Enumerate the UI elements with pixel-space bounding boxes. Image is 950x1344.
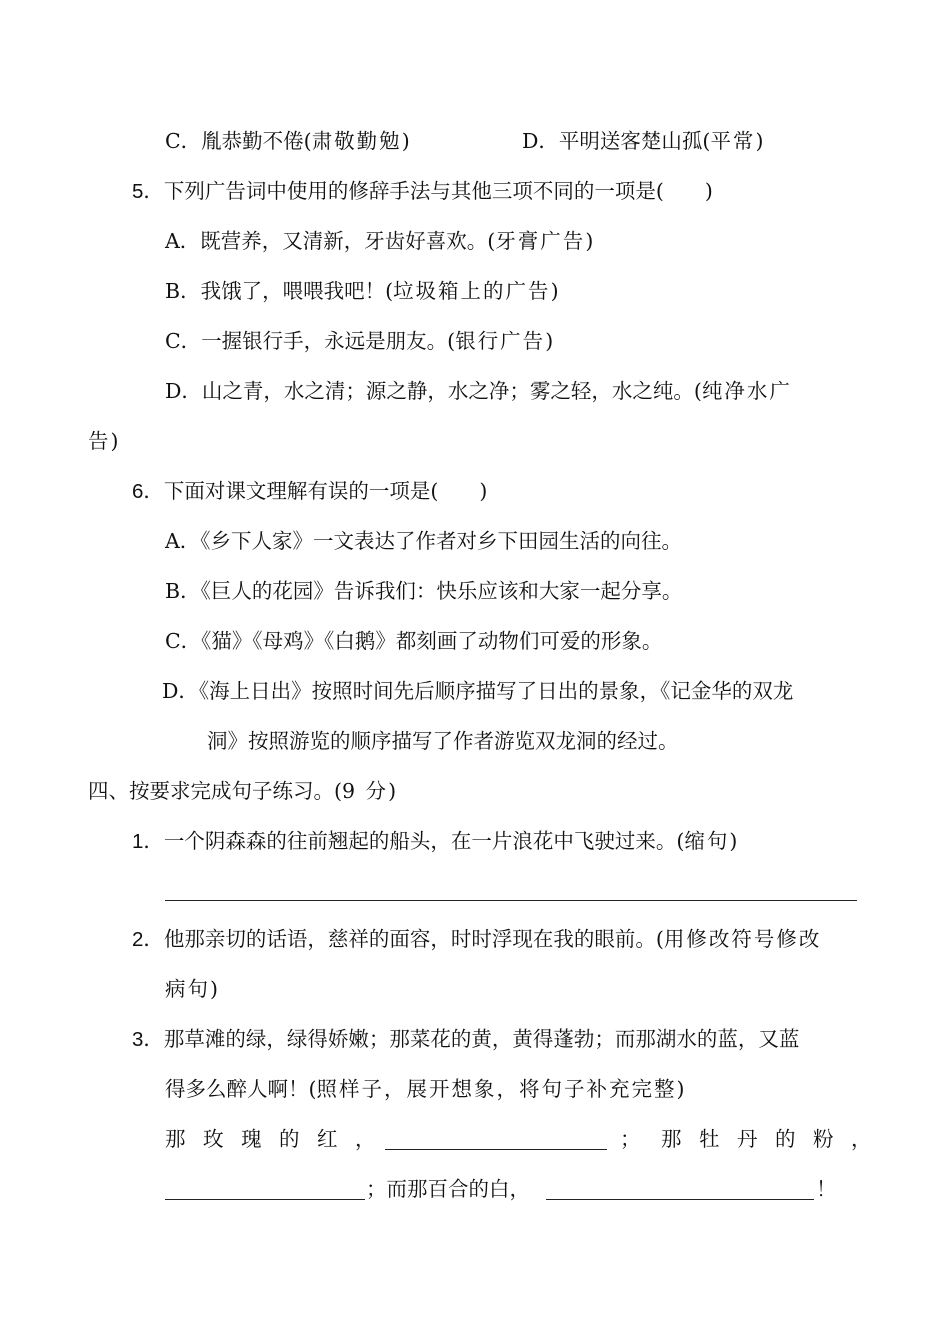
question-6-stem: 6．下面对课文理解有误的一项是( ): [132, 479, 488, 503]
instruction-note: 照样子，展开想象，将句子补充完整: [316, 1077, 677, 1101]
option-note: 银行广告: [455, 329, 546, 353]
sentence-1: 1．一个阴森森的往前翘起的船头，在一片浪花中飞驶过来。(缩句): [132, 829, 738, 853]
question-6-option-d-wrap: 洞》按照游览的顺序描写了作者游览双龙洞的经过。: [207, 729, 679, 753]
sentence-3-wrap: 得多么醉人啊！(照样子，展开想象，将句子补充完整): [165, 1077, 685, 1101]
fill-separator: ；: [620, 1127, 641, 1151]
section-4-title: 四、按要求完成句子练习。(9 分): [88, 779, 397, 803]
option-d-q4: D．平明送客楚山孤(平常): [522, 129, 764, 153]
instruction-note: 缩句: [684, 829, 730, 853]
sentence-2-wrap: 病句): [165, 977, 218, 1001]
option-note: 垃圾箱上的广告: [393, 279, 551, 303]
question-6-option-d: D．《海上日出》按照时间先后顺序描写了日出的景象，《记金华的双龙: [162, 679, 794, 703]
option-c-q4: C．胤恭勤不倦(肃敬勤勉): [165, 129, 410, 153]
fill-line-2: ；而那百合的白，: [366, 1177, 530, 1201]
option-note: 平常: [710, 129, 756, 153]
answer-blank-1[interactable]: [165, 900, 857, 901]
option-note: 牙膏广告: [495, 229, 586, 253]
question-5-option-d-wrap: 告): [88, 429, 119, 453]
sentence-3: 3．那草滩的绿，绿得娇嫩；那菜花的黄，黄得蓬勃；而那湖水的蓝，又蓝: [132, 1027, 800, 1051]
question-5-option-a: A．既营养，又清新，牙齿好喜欢。(牙膏广告): [165, 229, 594, 253]
score: 9 分: [342, 779, 389, 803]
question-5-option-c: C．一握银行手，永远是朋友。(银行广告): [165, 329, 554, 353]
fill-blank-rose[interactable]: [385, 1127, 607, 1150]
question-6-option-b: B．《巨人的花园》告诉我们：快乐应该和大家一起分享。: [165, 579, 683, 603]
question-6-option-a: A．《乡下人家》一文表达了作者对乡下田园生活的向往。: [165, 529, 683, 553]
question-5-option-b: B．我饿了，喂喂我吧！(垃圾箱上的广告): [165, 279, 559, 303]
fill-blank-lily[interactable]: [546, 1177, 814, 1200]
fill-end: ！: [816, 1177, 837, 1201]
option-note: 纯净水广: [701, 379, 792, 403]
fill-blank-peony[interactable]: [165, 1177, 365, 1200]
question-number: 1．: [132, 830, 164, 853]
question-6-option-c: C．《猫》《母鸡》《白鹅》都刻画了动物们可爱的形象。: [165, 629, 663, 653]
fill-line-1-b: 那牡丹的粉，: [661, 1127, 889, 1151]
instruction-note: 用修改符号修改: [663, 927, 822, 951]
question-5-stem: 5．下列广告词中使用的修辞手法与其他三项不同的一项是( ): [132, 179, 713, 203]
option-note: 肃敬勤勉: [311, 129, 402, 153]
question-number: 2．: [132, 928, 164, 951]
fill-line-1: 那玫瑰的红，: [165, 1127, 393, 1151]
question-number: 6．: [132, 480, 164, 503]
question-number: 5．: [132, 180, 164, 203]
question-number: 3．: [132, 1028, 164, 1051]
question-5-option-d: D．山之青，水之清；源之静，水之净；雾之轻，水之纯。(纯净水广: [165, 379, 792, 403]
sentence-2: 2．他那亲切的话语，慈祥的面容，时时浮现在我的眼前。(用修改符号修改: [132, 927, 822, 951]
